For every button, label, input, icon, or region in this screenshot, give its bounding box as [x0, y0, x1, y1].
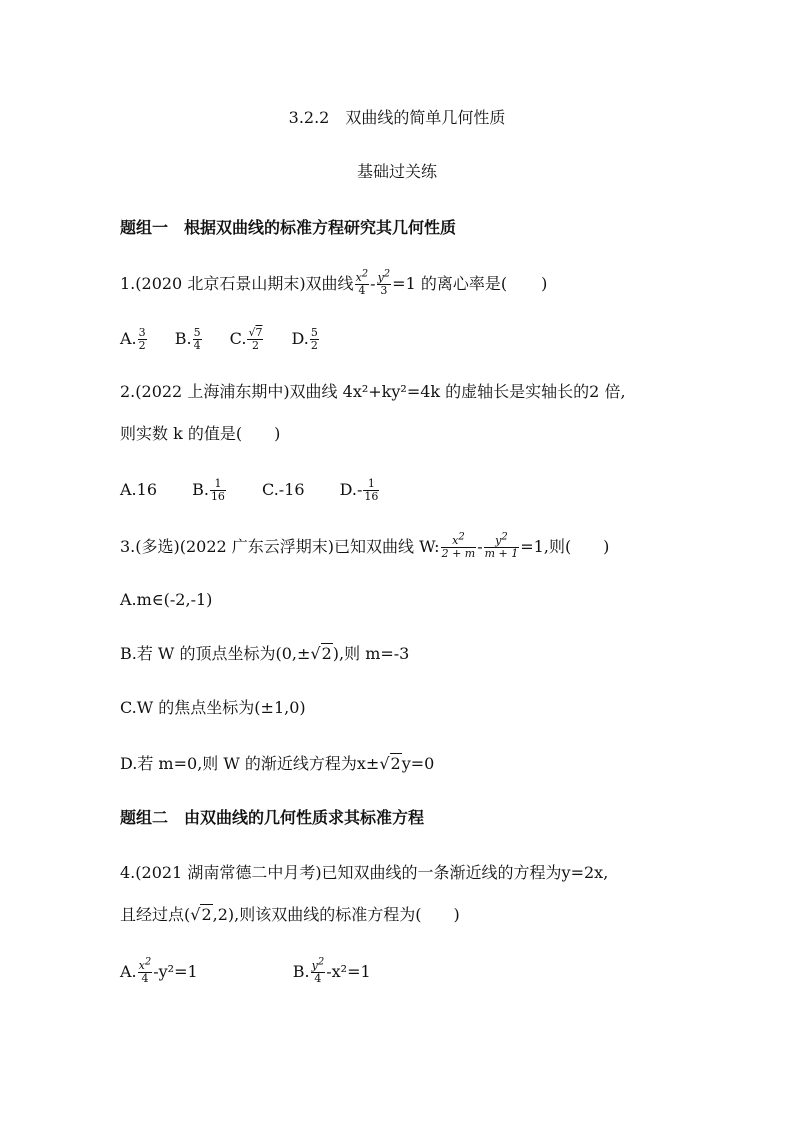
- q1-option-c[interactable]: C. $\frac{√7}{2}$: [229, 326, 263, 352]
- q3-option-b[interactable]: B.若 W 的顶点坐标为(0,±√2),则 m=-3: [120, 644, 410, 663]
- section-title: 3.2.2 双曲线的简单几何性质: [288, 108, 506, 127]
- q3-prefix: 3.(多选)(2022 广东云浮期末)已知双曲线 W:: [120, 537, 440, 556]
- q2-options: [120, 478, 380, 503]
- fraction-x2-over-4: $\frac{x^2}{4}$: [355, 268, 369, 297]
- q2-option-b[interactable]: B. $\frac{1}{16}$: [192, 477, 225, 503]
- fraction-x2-over-2-plus-m: $\frac{x^2}{2 + m}$: [441, 531, 476, 560]
- fraction-y2-over-m-plus-1: $\frac{y^2}{m + 1}$: [484, 531, 519, 560]
- q2-option-a[interactable]: A.16: [120, 480, 157, 499]
- question-2-line-1: 2.(2022 上海浦东期中)双曲线 4x²+ky²=4k 的虚轴长是实轴长的2 倍,: [120, 382, 626, 401]
- q4-option-a[interactable]: A. $\frac{x^2}{4}$ -y²=1: [120, 956, 198, 985]
- question-1: 1.(2020 北京石景山期末)双曲线 $\frac{x^2}{4}$ - $\frac{y^2}{3}$ =1 的离心率是( ): [120, 268, 548, 297]
- group-heading-1: 题组一 根据双曲线的标准方程研究其几何性质: [120, 218, 457, 237]
- q1-suffix: =1 的离心率是(: [392, 274, 508, 293]
- q2-option-c[interactable]: C.-16: [262, 480, 305, 499]
- question-4-line-1: 4.(2021 湖南常德二中月考)已知双曲线的一条渐近线的方程为y=2x,: [120, 863, 609, 882]
- q4-options: [120, 956, 371, 985]
- q1-prefix: 1.(2020 北京石景山期末)双曲线: [120, 274, 354, 293]
- group-heading-2: 题组二 由双曲线的几何性质求其标准方程: [120, 808, 425, 827]
- question-3: 3.(多选)(2022 广东云浮期末)已知双曲线 W: $\frac{x^2}{2 + m}$ - $\frac{y^2}{m + 1}$ =1,则( ): [120, 531, 610, 560]
- q3-option-d[interactable]: D.若 m=0,则 W 的渐近线方程为x±√2y=0: [120, 754, 435, 773]
- q4-option-b[interactable]: B. $\frac{y^2}{4}$ -x²=1: [292, 956, 371, 985]
- q3-option-a[interactable]: A.m∈(-2,-1): [120, 590, 213, 609]
- q3-suffix: =1,则( ): [520, 537, 610, 556]
- q1-option-d[interactable]: D. $\frac{5}{2}$: [291, 326, 318, 352]
- fraction-y2-over-3: $\frac{y^2}{3}$: [377, 268, 391, 297]
- q1-option-a[interactable]: A. $\frac{3}{2}$: [120, 326, 146, 352]
- question-2-line-2: 则实数 k 的值是( ): [120, 424, 281, 443]
- q1-option-b[interactable]: B. $\frac{5}{4}$: [174, 326, 201, 352]
- q1-options: [120, 327, 320, 352]
- q2-option-d[interactable]: D.- $\frac{1}{16}$: [339, 477, 379, 503]
- section-subtitle: 基础过关练: [356, 162, 437, 181]
- q3-option-c[interactable]: C.W 的焦点坐标为(±1,0): [120, 698, 306, 717]
- question-4-line-2: 且经过点(√2,2),则该双曲线的标准方程为( ): [120, 905, 460, 924]
- q1-close: ): [541, 274, 548, 293]
